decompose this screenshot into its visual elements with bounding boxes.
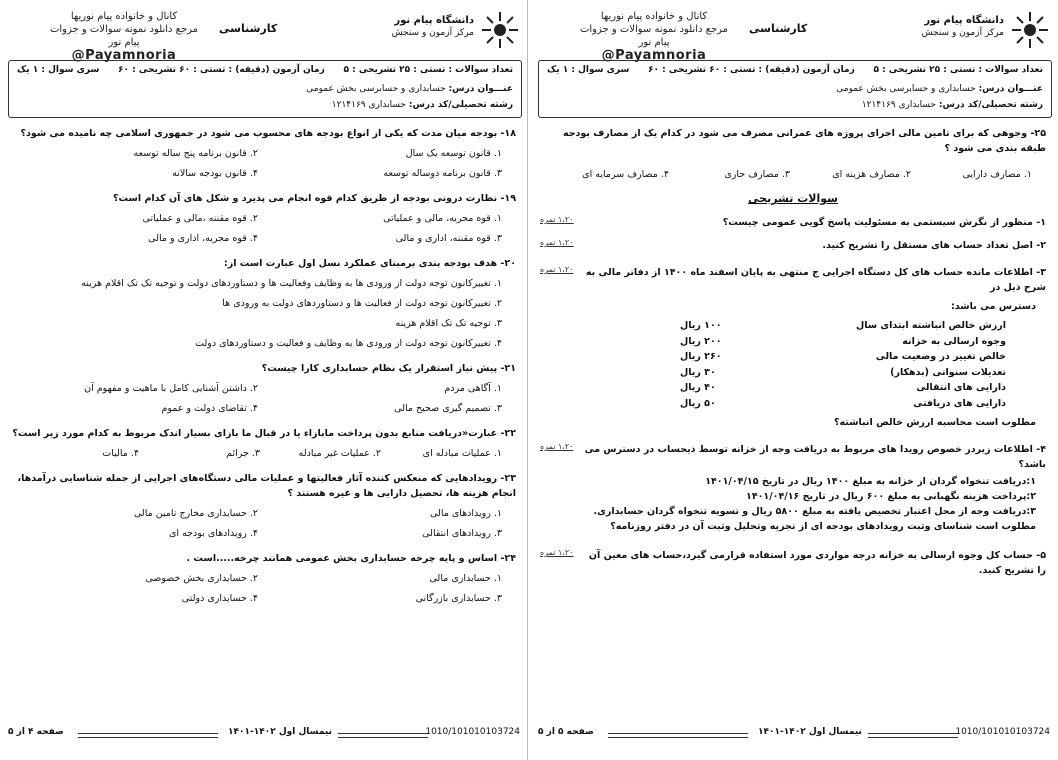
option: ۱. حسابداری مالی	[429, 573, 502, 584]
q3-required: مطلوب است محاسبه ارزش خالص انباشته؟	[834, 417, 1036, 428]
question-19: ۱۹- نظارت درونی بودجه از طریق کدام قوه انجام می پذیرد و شکل های آن کدام است؟ ۱. قوه مجریه، مالی و عملیاتی ۲. قوه مقننه ،مالی و عملیاتی ۳. قوه مقننه، اداری و مالی ۴. قوه مجریه، اداری و مالی	[10, 191, 516, 246]
option: ۴. مصارف سرمایه ای	[582, 169, 669, 180]
term-label: نیمسال اول ۱۴۰۲-۱۴۰۱	[228, 727, 332, 737]
q3-intro: دسترس می باشد:	[951, 301, 1036, 312]
exam-info-box	[538, 60, 1052, 118]
option: ۴. مالیات	[102, 448, 139, 459]
option: ۱. آگاهی مردم	[444, 383, 502, 394]
page-header	[534, 6, 1054, 63]
option: ۴. حسابداری دولتی	[181, 593, 258, 604]
question-20: ۲۰- هدف بودجه بندی برمبنای عملکرد نسل اول عبارت است از: ۱. تغییرکانون توجه دولت از ورودی ها به وظایف وفعالیت ها و دستاوردهای دولت و توجیه تک تک اقلام هزینه ۲. تغییرکانون توجه دولت از فعالیت ها و دستاوردهای دولت به ورودی ها ۳. توجیه تک تک اقلام هزینه ۴. تغییرکانون توجه دولت از ورودی ها به وظایف و فعالیت و دستاوردهای دولت	[10, 256, 516, 351]
option: ۱. عملیات مبادله ای	[422, 448, 502, 459]
page-number: صفحه ۵ از ۵	[538, 727, 594, 737]
question-series: سری سوال : ۱ یک	[17, 65, 100, 75]
option: ۳. مصارف جاری	[724, 169, 790, 180]
q3-item: ارزش خالص انباشته ابتدای سال ۱۰۰ ریال	[680, 320, 1006, 331]
option: ۲. قانون برنامه پنج ساله توسعه	[133, 148, 258, 159]
exam-info-box	[8, 60, 522, 118]
score-label: ۱،۲۰ نمره	[540, 442, 574, 451]
q3-item: دارایی های انتقالی ۴۰ ریال	[680, 382, 1006, 393]
question-count: تعداد سوالات : تستی : ۲۵ تشریحی : ۵	[873, 65, 1043, 75]
course-title-row: عنـــوان درس: حسابداری و حسابرسی بخش عمومی	[306, 84, 513, 94]
question-22: ۲۲- عبارت«دریافت منابع بدون پرداخت مابازاء یا در قبال ما بازای بسیار اندک مربوط به کدام مورد زیر است؟ ۱. عملیات مبادله ای ۲. عملیات غیر مبادله ۳. جرائم ۴. مالیات	[12, 428, 516, 459]
field-code-row: رشته تحصیلی/کد درس: حسابداری ۱۲۱۴۱۶۹	[861, 100, 1043, 110]
score-label: ۱،۲۰ نمره	[540, 265, 574, 274]
option: ۲. حسابداری بخش خصوصی	[145, 573, 258, 584]
option: ۴. قوه مجریه، اداری و مالی	[148, 233, 258, 244]
option: ۳. رویدادهای انتقالی	[422, 528, 502, 539]
instagram-handle: @Payamnoria	[71, 48, 177, 63]
page-footer	[538, 727, 1050, 741]
question-count: تعداد سوالات : تستی : ۲۵ تشریحی : ۵	[343, 65, 513, 75]
q4-line: ۳:دریافت وجه از محل اعتبار تخصیص یافته به مبلغ ۵۸۰۰ ریال و تسویه تنخواه گردان حسابداری.	[593, 506, 1036, 517]
option: ۴. رویدادهای بودجه ای	[168, 528, 258, 539]
option: ۳. توجیه تک تک اقلام هزینه	[395, 318, 502, 329]
option: ۲. عملیات غیر مبادله	[298, 448, 381, 459]
option: ۱. تغییرکانون توجه دولت از ورودی ها به وظایف وفعالیت ها و دستاوردهای دولت و توجیه تک تک اقلام هزینه	[81, 278, 502, 289]
q3-item: وجوه ارسالی به خزانه ۲۰۰ ریال	[680, 335, 1006, 347]
score-label: ۱،۲۰ نمره	[540, 548, 574, 557]
option: ۴. قانون بودجه سالانه	[172, 168, 258, 179]
question-23: ۲۳- رویدادهایی که منعکس کننده آثار فعالیتها و عملیات مالی دستگاه‌های اجرایی از جمله شناسایی درآمدها، انجام هزینه ها، تحصیل دارایی ها و غیره هستند ؟ ۱. رویدادهای مالی ۲. حسابداری مخارج تامین مالی ۳. رویدادهای انتقالی ۴. رویدادهای بودجه ای	[17, 473, 516, 539]
option: ۱. رویدادهای مالی	[430, 508, 502, 519]
descriptive-question-1: ۱- منظور از نگرش سیستمی به مسئولیت پاسخ گویی عمومی چیست؟ ۱،۲۰ نمره	[540, 215, 1046, 228]
option: ۱. قوه مجریه، مالی و عملیاتی	[383, 213, 502, 224]
score-label: ۱،۲۰ نمره	[540, 238, 574, 247]
exam-duration: زمان آزمون (دقیقه) : تستی : ۶۰ تشریحی : ۶۰	[118, 65, 325, 75]
option: ۲. داشتن آشنایی کامل با ماهیت و مفهوم آن	[84, 383, 258, 394]
q3-item: دارایی های دریافتی ۵۰ ریال	[680, 397, 1006, 409]
q4-line: ۱:دریافت تنخواه گردان از خزانه به مبلغ ۱۴۰۰ ریال در تاریخ ۱۴۰۱/۰۴/۱۵	[705, 476, 1036, 487]
promo-block: کانال و خانواده پیام نوریها مرجع دانلود نمونه سوالات و جزوات پیام نور @Payamnoria	[44, 10, 204, 62]
page-number: صفحه ۴ از ۵	[8, 727, 64, 737]
option: ۳. قوه مقننه، اداری و مالی	[395, 233, 502, 244]
page-footer	[8, 727, 520, 741]
option: ۳. قانون برنامه دوساله توسعه	[383, 168, 502, 179]
option: ۳. تصمیم گیری صحیح مالی	[394, 403, 502, 414]
questions-list	[540, 126, 1046, 586]
promo-block: کانال و خانواده پیام نوریها مرجع دانلود نمونه سوالات و جزوات پیام نور @Payamnoria	[574, 10, 734, 62]
page-header	[4, 6, 524, 63]
option: ۴. تقاضای دولت و عموم	[161, 403, 258, 414]
question-25: ۲۵- وجوهی که برای تامین مالی اجرای پروژه های عمرانی مصرف می شود در کدام یک از مصارف بودجه طبقه بندی می شود ؟ ۱. مصارف دارایی ۲. مصارف هزینه ای ۳. مصارف جاری ۴. مصارف سرمایه ای	[540, 126, 1046, 182]
descriptive-question-3: ۳- اطلاعات مانده حساب های کل دستگاه اجرایی ج منتهی به پایان اسفند ماه ۱۴۰۰ از دفاتر مالی به شرح ذیل در ۱،۲۰ نمره	[540, 265, 1046, 293]
option: ۳. حسابداری بازرگانی	[415, 593, 502, 604]
university-name: دانشگاه پیام نور مرکز آزمون و سنجش	[921, 15, 1004, 38]
university-logo-icon	[480, 10, 520, 50]
exam-code: 1010/101010103724	[955, 727, 1050, 737]
option: ۴. تغییرکانون توجه دولت از ورودی ها به وظایف و فعالیت و دستاوردهای دولت	[195, 338, 502, 349]
instagram-handle: @Payamnoria	[601, 48, 707, 63]
option: ۲. قوه مقننه ،مالی و عملیاتی	[142, 213, 258, 224]
option: ۱. قانون توسعه یک سال	[405, 148, 502, 159]
q4-line: مطلوب است شناسای وثبت رویدادهای بودجه ای از تجزیه وتحلیل وثبت آن در دفتر روزنامه؟	[610, 521, 1036, 532]
term-label: نیمسال اول ۱۴۰۲-۱۴۰۱	[758, 727, 862, 737]
descriptive-question-2: ۲- اصل تعداد حساب های مستقل را تشریح کنید. ۱،۲۰ نمره	[540, 238, 1046, 251]
degree-level: کارشناسی	[219, 22, 278, 35]
option: ۱. مصارف دارایی	[962, 169, 1032, 180]
option: ۳. جرائم	[226, 448, 260, 459]
q4-line: ۲:پرداخت هزینه نگهبانی به مبلغ ۶۰۰ ریال در تاریخ ۱۴۰۱/۰۴/۱۶	[746, 491, 1036, 502]
exam-page-5	[534, 0, 1054, 760]
field-code-row: رشته تحصیلی/کد درس: حسابداری ۱۲۱۴۱۶۹	[331, 100, 513, 110]
course-title-row: عنـــوان درس: حسابداری و حسابرسی بخش عمومی	[836, 84, 1043, 94]
score-label: ۱،۲۰ نمره	[540, 215, 574, 224]
option: ۲. مصارف هزینه ای	[832, 169, 911, 180]
question-series: سری سوال : ۱ یک	[547, 65, 630, 75]
exam-duration: زمان آزمون (دقیقه) : تستی : ۶۰ تشریحی : ۶۰	[648, 65, 855, 75]
university-name: دانشگاه پیام نور مرکز آزمون و سنجش	[391, 15, 474, 38]
questions-list	[10, 126, 516, 616]
descriptive-question-5: ۵- حساب کل وجوه ارسالی به خزانه درجه مواردی مورد استفاده قرارمی گیرد،حساب های معین آن را تشریح کنید. ۱،۲۰ نمره	[540, 548, 1046, 576]
q3-item: خالص تغییر در وضعیت مالی ۲۶۰ ریال	[680, 351, 1006, 362]
exam-code: 1010/101010103724	[425, 727, 520, 737]
page-divider	[527, 0, 528, 760]
option: ۲. حسابداری مخارج تامین مالی	[133, 508, 258, 519]
descriptive-question-4: ۴- اطلاعات زیردر خصوص رویدا های مربوط به دریافت وجه از خزانه توسط ذیحساب در دسترس می باشد؟ ۱،۲۰ نمره	[540, 442, 1046, 470]
q3-item: تعدیلات سنواتی (بدهکار) ۳۰ ریال	[680, 366, 1006, 378]
question-24: ۲۴- اساس و پایه چرخه حسابداری بخش عمومی همانند چرخه.....است . ۱. حسابداری مالی ۲. حسابداری بخش خصوصی ۳. حسابداری بازرگانی ۴. حسابداری دولتی	[10, 551, 516, 606]
degree-level: کارشناسی	[749, 22, 808, 35]
question-18: ۱۸- بودجه میان مدت که یکی از انواع بودجه های محسوب می شود در جمهوری اسلامی چه نامیده می شود؟ ۱. قانون توسعه یک سال ۲. قانون برنامه پنج ساله توسعه ۳. قانون برنامه دوساله توسعه ۴. قانون بودجه سالانه	[20, 128, 516, 179]
university-logo-icon	[1010, 10, 1050, 50]
q3-items	[680, 318, 1006, 411]
option: ۲. تغییرکانون توجه دولت از فعالیت ها و دستاوردهای دولت به ورودی ها	[222, 298, 502, 309]
question-21: ۲۱- پیش نیاز استقرار یک نظام حسابداری کارا چیست؟ ۱. آگاهی مردم ۲. داشتن آشنایی کامل با ماهیت و مفهوم آن ۳. تصمیم گیری صحیح مالی ۴. تقاضای دولت و عموم	[10, 361, 516, 416]
exam-page-4	[4, 0, 524, 760]
section-title: سوالات تشریحی	[748, 192, 838, 205]
